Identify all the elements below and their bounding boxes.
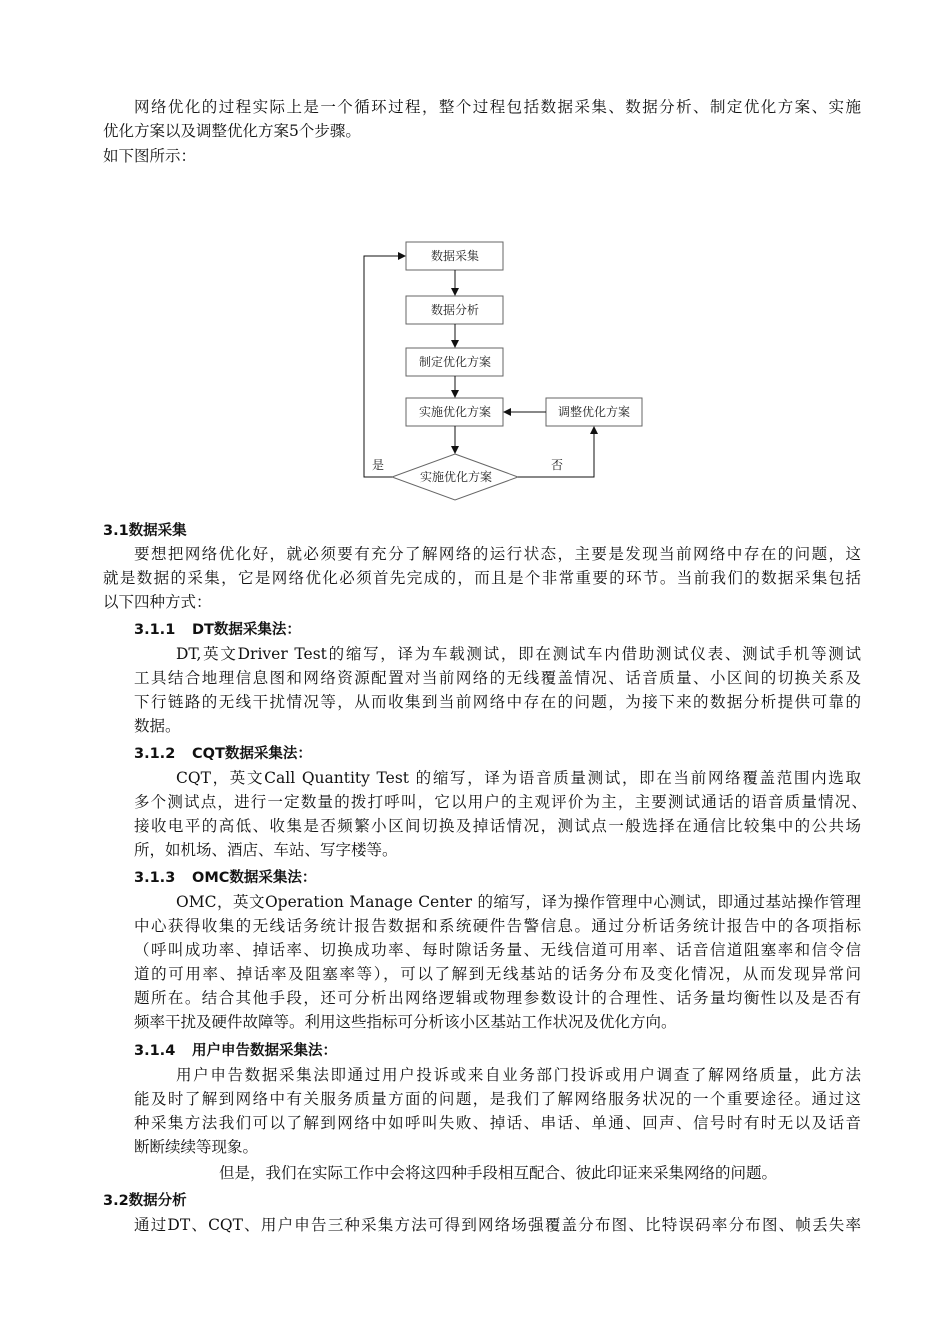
body-text-line: 中心获得收集的无线话务统计报告数据和系统硬件告警信息。通过分析话务统计报告中的各项指标	[134, 917, 861, 935]
subsection-title: DT数据采集法：	[192, 622, 301, 638]
subsection-number: 3.1.2	[134, 746, 176, 762]
body-text-line: 道的可用率、掉话率及阻塞率等），可以了解到无线基站的话务分布及变化情况，从而发现异常问	[134, 965, 861, 983]
subsection-heading	[134, 743, 312, 765]
body-text-line: OMC，英文Operation Manage Center 的缩写，译为操作管理中心测试，即通过基站操作管理	[176, 893, 861, 911]
body-text-line: DT,英文Driver Test的缩写，译为车载测试，即在测试车内借助测试仪表、测试手机等测试	[176, 645, 861, 663]
subsection-heading	[134, 1040, 337, 1062]
body-text-line: 断断续续等现象。	[134, 1138, 259, 1156]
body-text-line: 频率干扰及硬件故障等。利用这些指标可分析该小区基站工作状况及优化方向。	[134, 1013, 677, 1031]
body-text-line: 所，如机场、酒店、车站、写字楼等。	[134, 841, 398, 859]
subsection-heading	[134, 867, 316, 889]
subsection-title: OMC数据采集法：	[192, 870, 317, 886]
body-text-line: 题所在。结合其他手段，还可分析出网络逻辑或物理参数设计的合理性、话务量均衡性以及是否有	[134, 989, 861, 1007]
body-text-line: CQT，英文Call Quantity Test 的缩写，译为语音质量测试，即在当前网络覆盖范围内选取	[176, 769, 861, 787]
flow-label-no: 否	[551, 458, 564, 472]
section-heading: 3.2数据分析	[103, 1193, 187, 1209]
subsection-title: 用户申告数据采集法：	[192, 1043, 337, 1059]
intro-paragraph-line: 优化方案以及调整优化方案5个步骤。	[103, 122, 361, 140]
body-text-line: 多个测试点，进行一定数量的拨打呼叫，它以用户的主观评价为主，主要测试通话的语音质量情况、	[134, 793, 867, 811]
flow-label-data-collection: 数据采集	[430, 249, 480, 263]
flow-label-data-analysis: 数据分析	[430, 303, 480, 317]
body-text-line: 接收电平的高低、收集是否频繁小区间切换及掉话情况，测试点一般选择在通信比较集中的公共场	[134, 817, 861, 835]
figure-intro-text: 如下图所示：	[103, 147, 197, 165]
subsection-heading	[134, 619, 301, 641]
flow-label-decision: 实施优化方案	[419, 470, 493, 484]
body-text-line: （呼叫成功率、掉话率、切换成功率、每时隙话务量、无线信道可用率、话音信道阻塞率和信令信	[134, 941, 861, 959]
section-heading: 3.1数据采集	[103, 523, 187, 539]
body-text-line: 就是数据的采集，它是网络优化必须首先完成的，而且是个非常重要的环节。当前我们的数据采集包括	[103, 569, 861, 587]
body-text-line: 数据。	[134, 717, 181, 735]
subsection-number: 3.1.1	[134, 622, 176, 638]
flow-label-yes: 是	[372, 458, 385, 472]
flow-label-make-plan: 制定优化方案	[418, 355, 492, 369]
intro-paragraph-line: 网络优化的过程实际上是一个循环过程，整个过程包括数据采集、数据分析、制定优化方案、实施	[134, 98, 861, 116]
body-text-line: 以下四种方式：	[103, 593, 212, 611]
body-text-line: 种采集方法我们可以了解到网络中如呼叫失败、掉话、串话、单通、回声、信号时有时无以及话音	[134, 1114, 861, 1132]
subsection-number: 3.1.4	[134, 1043, 176, 1059]
body-text-line: 下行链路的无线干扰情况等，从而收集到当前网络中存在的问题，为接下来的数据分析提供可靠的	[134, 693, 861, 711]
flowchart-diagram	[0, 0, 950, 520]
body-text-line: 能及时了解到网络中有关服务质量方面的问题，是我们了解网络服务状况的一个重要途径。通过这	[134, 1090, 861, 1108]
body-text-line: 但是，我们在实际工作中会将这四种手段相互配合、彼此印证来采集网络的问题。	[219, 1164, 778, 1182]
flow-label-adjust-plan: 调整优化方案	[557, 405, 631, 419]
flow-label-implement-plan: 实施优化方案	[418, 405, 492, 419]
subsection-number: 3.1.3	[134, 870, 176, 886]
body-text-line: 要想把网络优化好，就必须要有充分了解网络的运行状态，主要是发现当前网络中存在的问题，这	[134, 545, 861, 563]
body-text-line: 工具结合地理信息图和网络资源配置对当前网络的无线覆盖情况、话音质量、小区间的切换关系及	[134, 669, 861, 687]
body-text-line: 用户申告数据采集法即通过用户投诉或来自业务部门投诉或用户调查了解网络质量，此方法	[176, 1066, 861, 1084]
subsection-title: CQT数据采集法：	[192, 746, 312, 762]
body-text-line: 通过DT、CQT、用户申告三种采集方法可得到网络场强覆盖分布图、比特误码率分布图、帧丢失率	[134, 1216, 861, 1234]
